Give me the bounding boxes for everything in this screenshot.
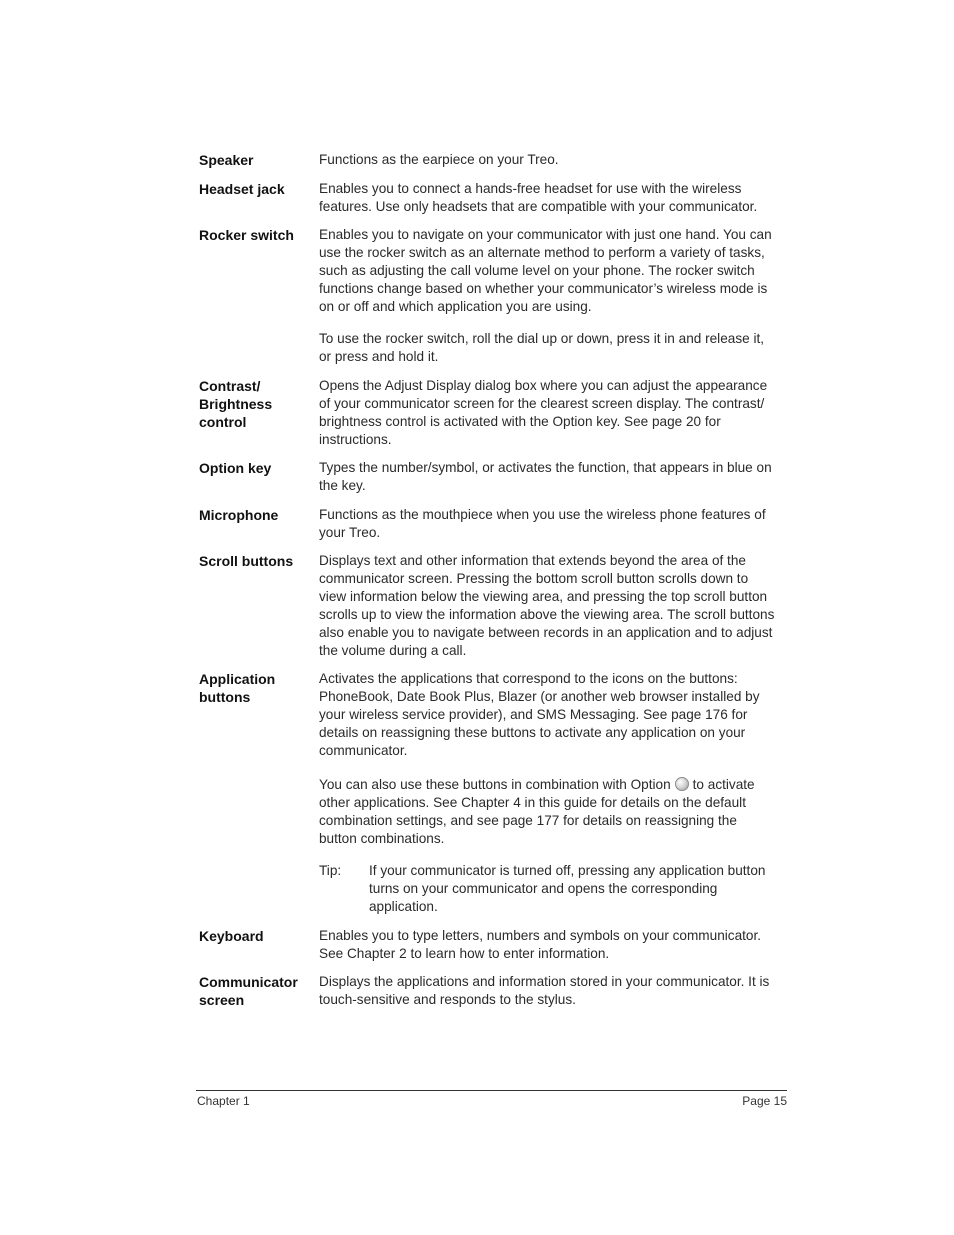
desc-communicator-screen: Displays the applications and information stored in your communicator. It is touch-sensitive and responds to the stylus. — [319, 974, 770, 1007]
combination-text-after: to activate other applications. See Chapter 4 in this guide for details on the default combination settings, and see page 177 for details on reassigning the button combinations. — [319, 777, 755, 846]
footer-chapter: Chapter 1 — [197, 1094, 250, 1108]
term-microphone: Microphone — [199, 507, 279, 523]
term-speaker: Speaker — [199, 152, 254, 168]
desc-rocker-switch: Enables you to navigate on your communicator with just one hand. You can use the rocker switch as an alternate method to perform a variety of tasks, such as adjusting the call volume level on your phone. The rocker switch functions change based on whether your communicator’s wireless mode is on or off and which application you are using. — [319, 227, 772, 314]
tip-text: If your communicator is turned off, pressing any application button turns on your communicator and opens the corresponding application. — [369, 863, 766, 914]
term-headset-jack: Headset jack — [199, 181, 285, 197]
term-application-buttons: Application buttons — [199, 671, 276, 705]
footer-divider — [196, 1090, 787, 1091]
desc-rocker-switch-usage: To use the rocker switch, roll the dial up or down, press it in and release it, or press and hold it. — [319, 331, 765, 364]
desc-contrast-brightness: Opens the Adjust Display dialog box where you can adjust the appearance of your communicator screen for the clearest screen display. The contrast/ brightness control is activated with the Option key. See page 20 for instructions. — [319, 378, 768, 447]
term-option-key: Option key — [199, 460, 272, 476]
desc-application-buttons: Activates the applications that correspond to the icons on the buttons: PhoneBook, Date Book Plus, Blazer (or another web browser installed by your wireless service provider), and SMS Messaging. See page 176 for details on reassigning these buttons to activate any application on your communicator. — [319, 671, 760, 758]
desc-keyboard: Enables you to type letters, numbers and symbols on your communicator. See Chapter 2 to learn how to enter information. — [319, 928, 762, 961]
term-contrast-brightness: Contrast/ Brightness control — [199, 378, 273, 430]
option-key-icon — [675, 777, 689, 791]
desc-application-buttons-combination — [319, 776, 777, 848]
footer-page-number: Page 15 — [742, 1094, 787, 1108]
desc-speaker: Functions as the earpiece on your Treo. — [319, 152, 559, 167]
combination-text-before: You can also use these buttons in combination with Option — [319, 777, 671, 792]
desc-microphone: Functions as the mouthpiece when you use the wireless phone features of your Treo. — [319, 507, 766, 540]
term-communicator-screen: Communicator screen — [199, 974, 298, 1008]
desc-option-key: Types the number/symbol, or activates the function, that appears in blue on the key. — [319, 460, 772, 493]
term-scroll-buttons: Scroll buttons — [199, 553, 294, 569]
desc-headset-jack: Enables you to connect a hands-free headset for use with the wireless features. Use only headsets that are compatible with your communicator. — [319, 181, 758, 214]
desc-scroll-buttons: Displays text and other information that extends beyond the area of the communicator screen. Pressing the bottom scroll button scrolls down to view information below the viewing area, and pressing the top scroll button scrolls up to view the information above the viewing area. The scroll buttons also enable you to navigate between records in an application and to adjust the volume during a call. — [319, 553, 775, 658]
term-keyboard: Keyboard — [199, 928, 264, 944]
tip-label: Tip: — [319, 863, 342, 878]
term-rocker-switch: Rocker switch — [199, 227, 294, 243]
